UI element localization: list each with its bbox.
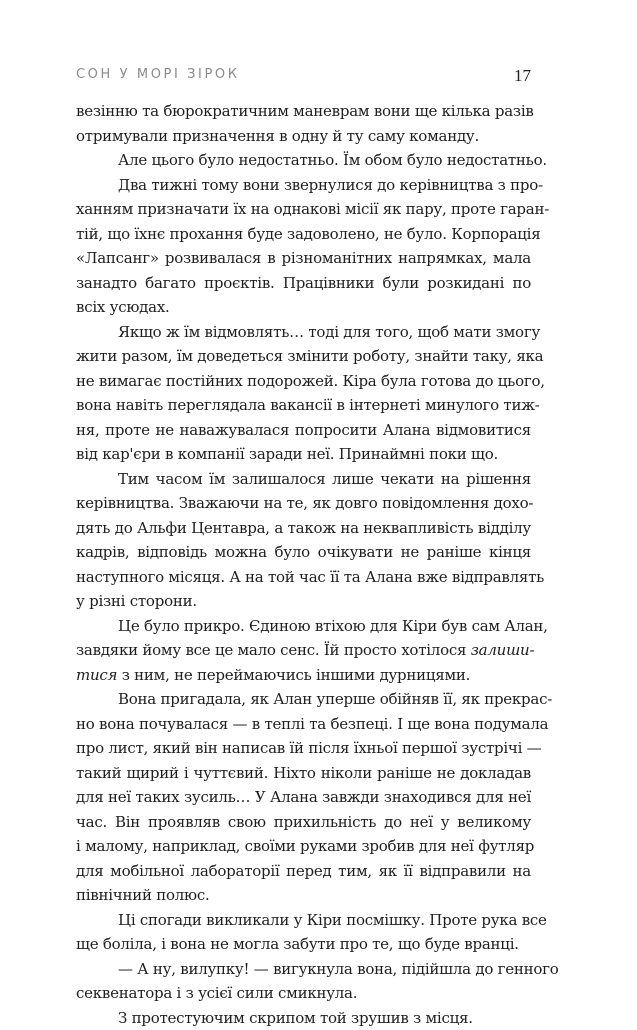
- line-part: з ним, не переймаючись іншими дурницями.: [117, 666, 470, 684]
- text-line: ханням призначати їх на однакові місії як пару, проте гаран-: [76, 197, 531, 222]
- text-line: занадто багато проєктів. Працівники були розкидані по: [76, 271, 531, 296]
- text-line: такий щирий і чуттєвий. Ніхто ніколи раніше не докладав: [76, 761, 531, 786]
- text-line: дять до Альфи Центавра, а також на неквапливість відділу: [76, 516, 531, 541]
- text-line: ня, проте не наважувалася попросити Алана відмовитися: [76, 418, 531, 443]
- text-line: від кар'єри в компанії заради неї. Принаймні поки що.: [76, 442, 531, 467]
- text-line: но вона почувалася — в теплі та безпеці. І ще вона подумала: [76, 712, 531, 737]
- text-line: секвенатора і з усієї сили смикнула.: [76, 981, 531, 1006]
- text-line: Але цього було недостатньо. Їм обом було недостатньо.: [76, 148, 531, 173]
- text-line: кадрів, відповідь можна було очікувати не раніше кінця: [76, 540, 531, 565]
- text-line: і малому, наприклад, своїми руками зробив для неї футляр: [76, 834, 531, 859]
- text-line: про лист, який він написав їй після їхньої першої зустрічі —: [76, 736, 531, 761]
- text-line: жити разом, їм доведеться змінити роботу, знайти таку, яка: [76, 344, 531, 369]
- text-line: не вимагає постійних подорожей. Кіра була готова до цього,: [76, 369, 531, 394]
- text-line: для неї таких зусиль… У Алана завжди знаходився для неї: [76, 785, 531, 810]
- text-line: для мобільної лабораторії перед тим, як її відправили на: [76, 859, 531, 884]
- text-line: Ці спогади викликали у Кіри посмішку. Проте рука все: [76, 908, 531, 933]
- text-line: — А ну, вилупку! — вигукнула вона, підійшла до генного: [76, 957, 531, 982]
- text-line: отримували призначення в одну й ту саму команду.: [76, 124, 531, 149]
- text-line: Два тижні тому вони звернулися до керівництва з про-: [76, 173, 531, 198]
- running-title: СОН У МОРІ ЗІРОК: [76, 67, 240, 82]
- text-line: [76, 663, 531, 688]
- text-line: всіх усюдах.: [76, 295, 531, 320]
- text-line: Вона пригадала, як Алан уперше обійняв її, як прекрас-: [76, 687, 531, 712]
- text-line: Якщо ж їм відмовлять… тоді для того, щоб мати змогу: [76, 320, 531, 345]
- text-line: Тим часом їм залишалося лише чекати на рішення: [76, 467, 531, 492]
- text-line: керівництва. Зважаючи на те, як довго повідомлення дохо-: [76, 491, 531, 516]
- text-line: Це було прикро. Єдиною втіхою для Кіри був сам Алан,: [76, 614, 531, 639]
- text-line: везінню та бюрократичним маневрам вони ще кілька разів: [76, 99, 531, 124]
- text-line: тій, що їхнє прохання буде задоволено, не було. Корпорація: [76, 222, 531, 247]
- text-line: «Лапсанг» розвивалася в різноманітних напрямках, мала: [76, 246, 531, 271]
- text-line: ще боліла, і вона не могла забути про те, що буде вранці.: [76, 932, 531, 957]
- text-line: північний полюс.: [76, 883, 531, 908]
- text-line: [76, 638, 531, 663]
- text-line: вона навіть переглядала вакансії в інтернеті минулого тиж-: [76, 393, 531, 418]
- body-text: [76, 99, 531, 1030]
- italic-emphasis: тися: [76, 666, 117, 684]
- italic-emphasis: залиши-: [471, 641, 535, 659]
- text-line: час. Він проявляв свою прихильність до неї у великому: [76, 810, 531, 835]
- line-part: завдяки йому все це мало сенс. Їй просто хотілося: [76, 641, 471, 659]
- text-line: у різні сторони.: [76, 589, 531, 614]
- text-line: З протестуючим скрипом той зрушив з місця.: [76, 1006, 531, 1030]
- page-number: 17: [514, 66, 531, 86]
- text-line: наступного місяця. А на той час її та Алана вже відправлять: [76, 565, 531, 590]
